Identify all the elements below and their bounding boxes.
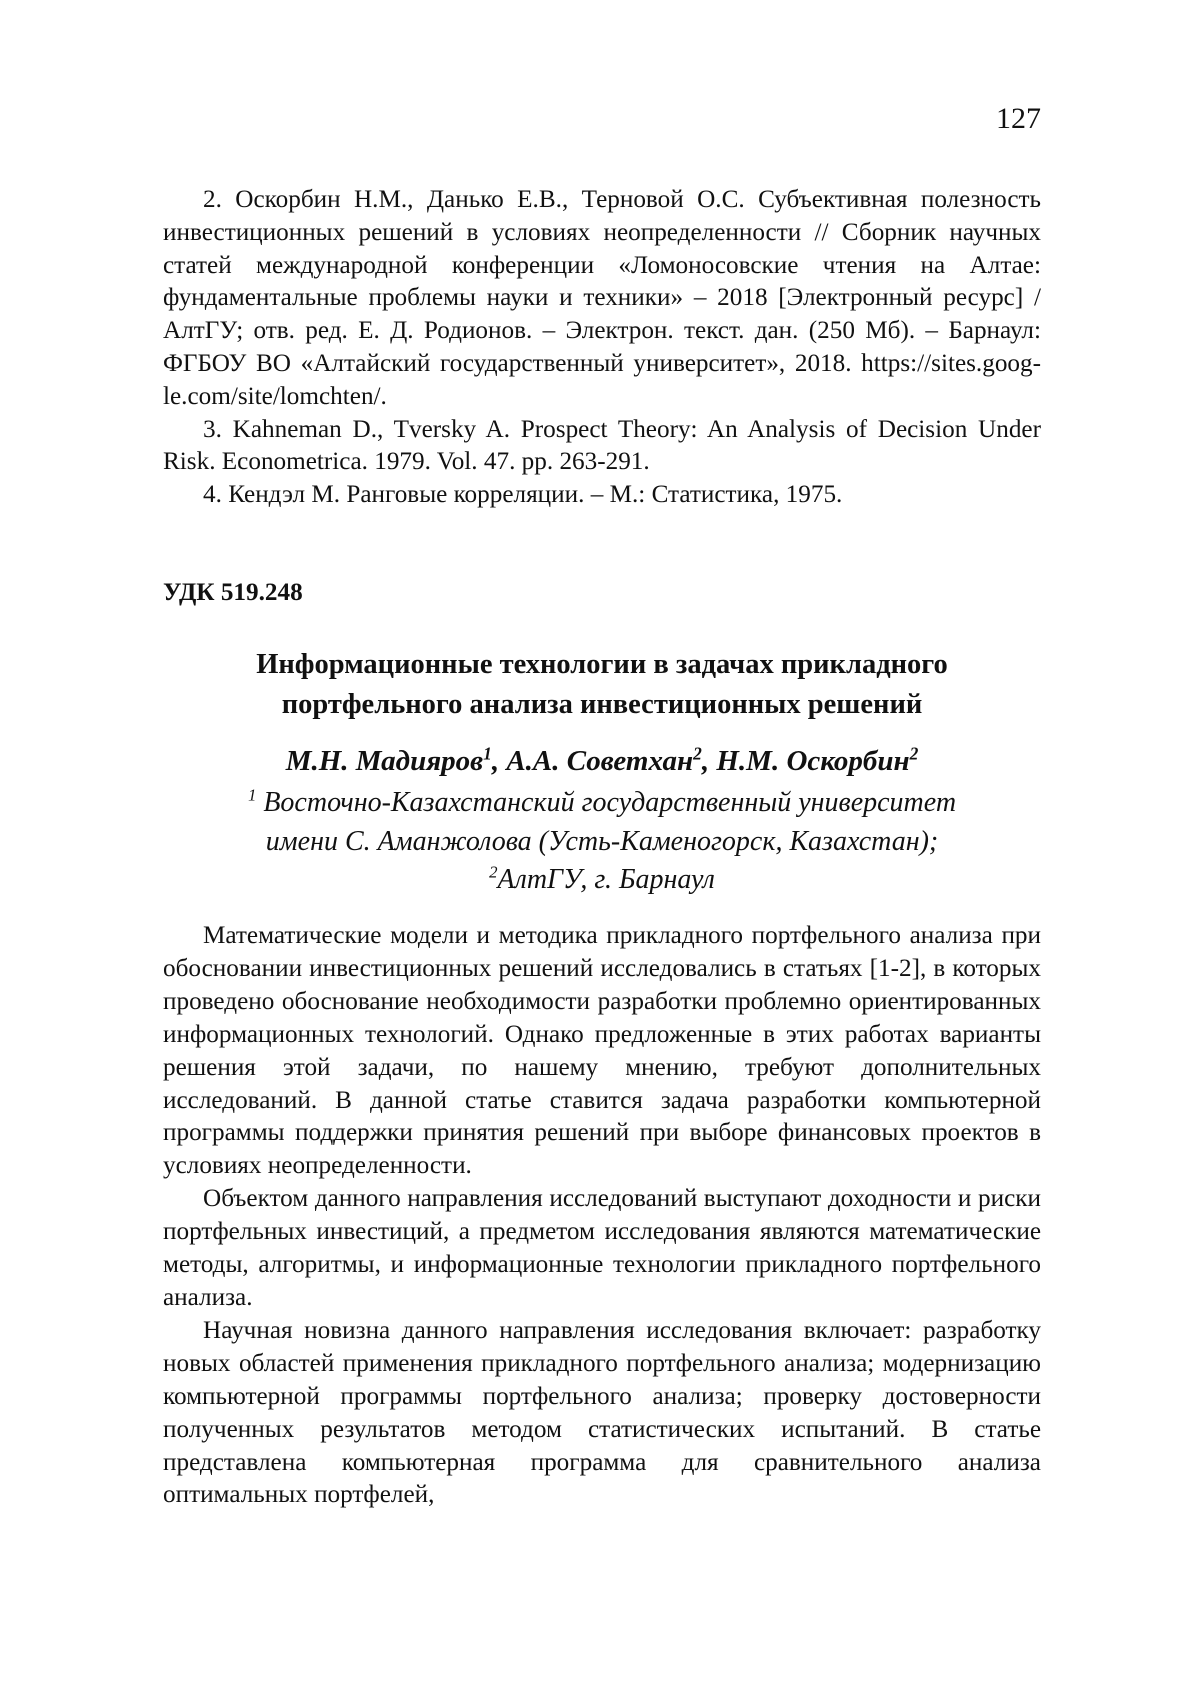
affiliation-mark: 1 <box>248 786 256 805</box>
affiliation-line <box>163 861 1041 900</box>
reference-list <box>163 184 1041 512</box>
author-separator: , <box>492 745 507 777</box>
reference-item: 4. Кендэл М. Ранговые корреляции. – М.: Статистика, 1975. <box>163 479 1041 512</box>
body-paragraph: Объектом данного направления исследований выступают доход­ности и риски портфельных инвестиций, а предметом исследования являются математические методы, алгоритмы, и информационные технологии прикладного портфельного анализа. <box>163 1183 1041 1315</box>
author-affiliation-mark: 2 <box>910 743 919 763</box>
reference-item: 3. Kahneman D., Tversky A. Prospect Theory: An Analysis of Decision Under Risk. Econometrica. 1979. Vol. 47. pp. 263-291. <box>163 414 1041 480</box>
affiliation-line: имени С. Аманжолова (Усть-Каменогорск, Казахстан); <box>163 823 1041 862</box>
article-title <box>163 645 1041 725</box>
body-paragraph: Математические модели и методика прикладного портфельного анализа при обосновании инвестиционных решений исследовались в статьях [1-2], в которых проведено обоснование необходимости разработки проблемно ориентированных информационных технологий. Однако предложенные в этих работах варианты решения этой задачи, по нашему мнению, требуют дополнительных исследований. В данной статье ставится задача разработки компьютерной программы поддержки принятия решений при выборе финансовых проектов в условиях неопределенности. <box>163 920 1041 1183</box>
author-affiliation-mark: 2 <box>693 743 702 763</box>
affiliations <box>163 784 1041 900</box>
affiliation-line <box>163 784 1041 823</box>
author-separator: , <box>702 745 717 777</box>
article-title-line: Информационные технологии в задачах прикладного <box>256 649 948 680</box>
page-number: 127 <box>996 104 1041 134</box>
author-affiliation-mark: 1 <box>483 743 492 763</box>
article-body <box>163 920 1041 1512</box>
author-list <box>163 740 1041 782</box>
reference-item: 2. Оскорбин Н.М., Данько Е.В., Терновой О.С. Субъективная полезность инвестиционных решений в условиях неопределенности // Сборник научных статей международной конференции «Ломо­носовские чтения на Алтае: фундаментальные проблемы науки и техники» – 2018 [Электронный ресурс] / АлтГУ; отв. ред. Е. Д. Родионов. – Электрон. текст. дан. (250 Мб). – Барнаул: ФГБОУ ВО «Алтайский государственный университет», 2018. https://sites.goog­le.com/site/lomchten/. <box>163 184 1041 414</box>
udc-code: УДК 519.248 <box>163 580 303 605</box>
author-name: А.А. Советхан <box>506 745 693 777</box>
article-title-line: портфельного анализа инвестиционных решений <box>282 689 923 720</box>
affiliation-text: Восточно-Казахстанский государственный университет <box>256 787 956 818</box>
affiliation-text: АлтГУ, г. Барнаул <box>498 864 715 895</box>
affiliation-mark: 2 <box>489 863 497 882</box>
author-name: Н.М. Оскорбин <box>716 745 909 777</box>
author-name: М.Н. Мадияров <box>286 745 483 777</box>
body-paragraph: Научная новизна данного направления исследования включает: разработку новых областей применения прикладного портфельного анализа; модернизацию компьютерной программы портфельного анализа; проверку достоверности полученных результатов методом статистических испытаний. В статье представлена компьютерная программа для сравнительного анализа оптимальных портфелей, <box>163 1315 1041 1512</box>
